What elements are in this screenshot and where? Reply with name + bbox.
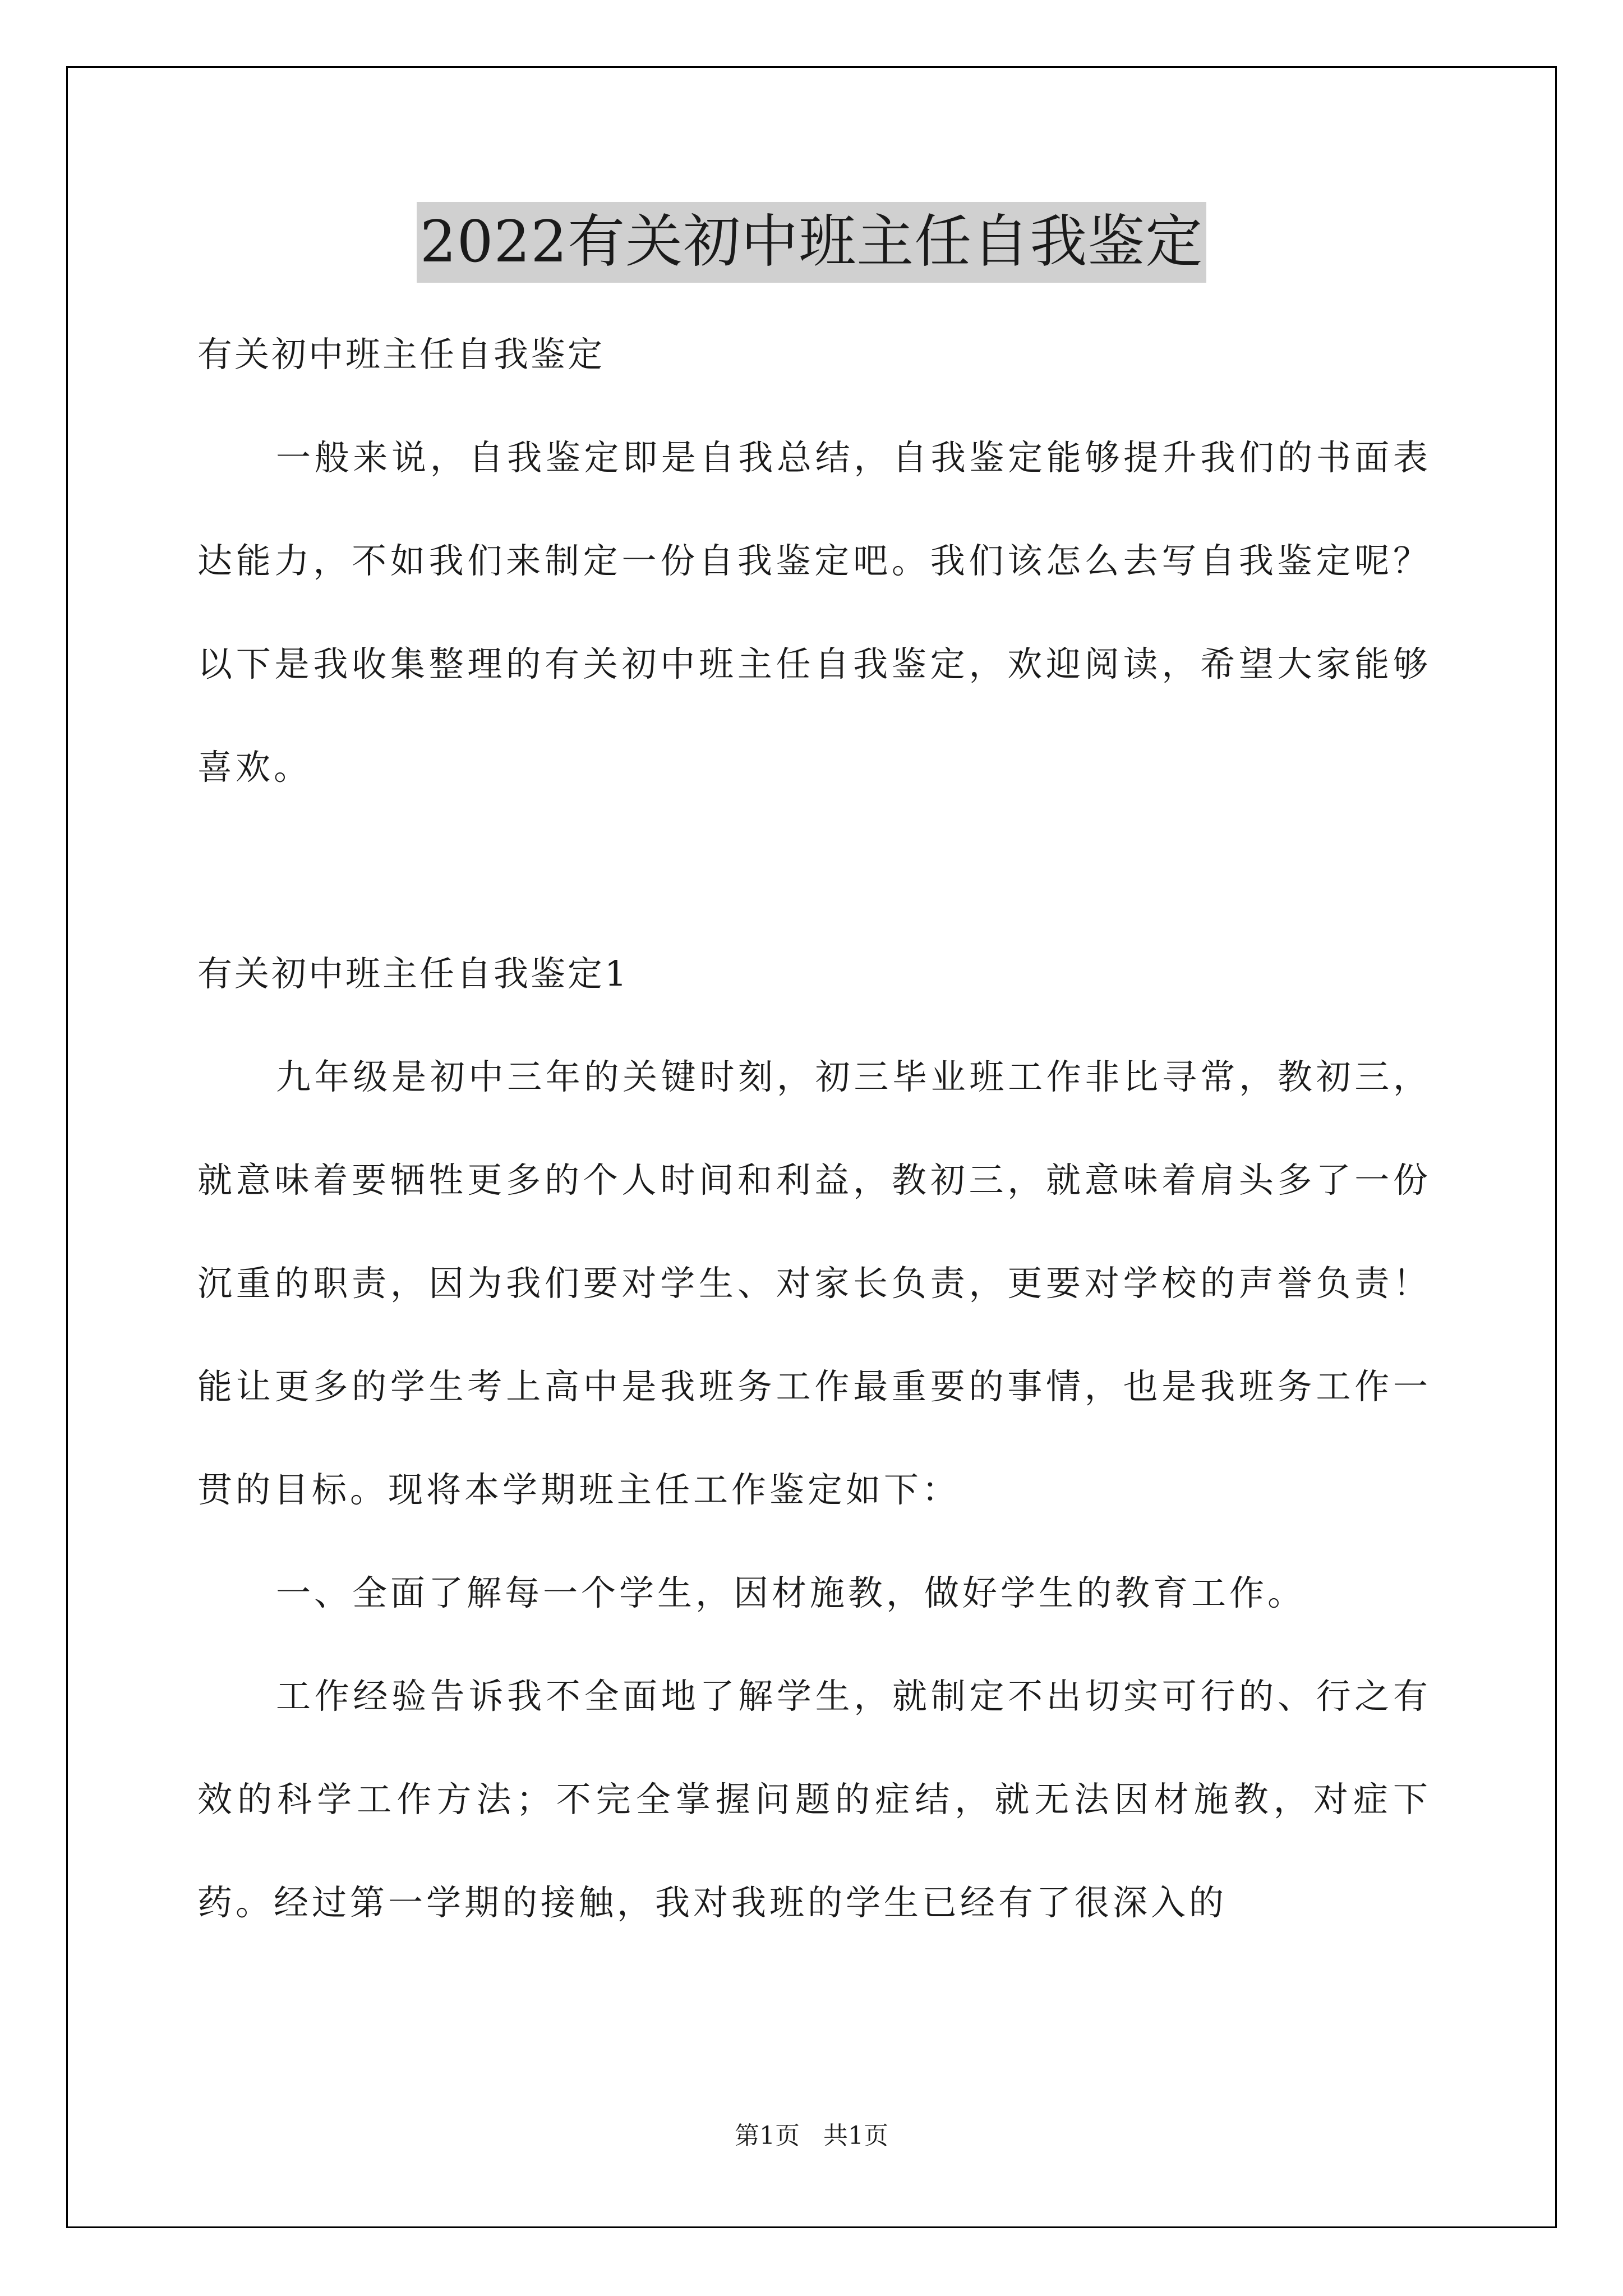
body-paragraph-1: 九年级是初中三年的关键时刻，初三毕业班工作非比寻常，教初三，就意味着要牺牲更多的个人时间和利益，教初三，就意味着肩头多了一份沉重的职责，因为我们要对学生、对家长负责，更要对学校的声誉负责！能让更多的学生考上高中是我班务工作最重要的事情，也是我班务工作一贯的目标。现将本学期班主任工作鉴定如下： [197,1056,1431,1510]
page-footer: 第1页 共1页 [735,2122,888,2150]
section-heading-intro: 有关初中班主任自我鉴定 [197,334,605,375]
body-paragraph-2: 一、全面了解每一个学生，因材施教，做好学生的教育工作。 [276,1572,1306,1613]
document-body [197,303,1431,1954]
section-heading-1: 有关初中班主任自我鉴定1 [197,953,629,994]
body-paragraph-3: 工作经验告诉我不全面地了解学生，就制定不出切实可行的、行之有效的科学工作方法；不完全掌握问题的症结，就无法因材施教，对症下药。经过第一学期的接触，我对我班的学生已经有了很深入的 [197,1676,1431,1923]
title-container [0,202,1623,283]
intro-paragraph: 一般来说，自我鉴定即是自我总结，自我鉴定能够提升我们的书面表达能力，不如我们来制定一份自我鉴定吧。我们该怎么去写自我鉴定呢？以下是我收集整理的有关初中班主任自我鉴定，欢迎阅读，希望大家能够喜欢。 [197,437,1431,788]
document-title: 2022有关初中班主任自我鉴定 [417,202,1207,283]
